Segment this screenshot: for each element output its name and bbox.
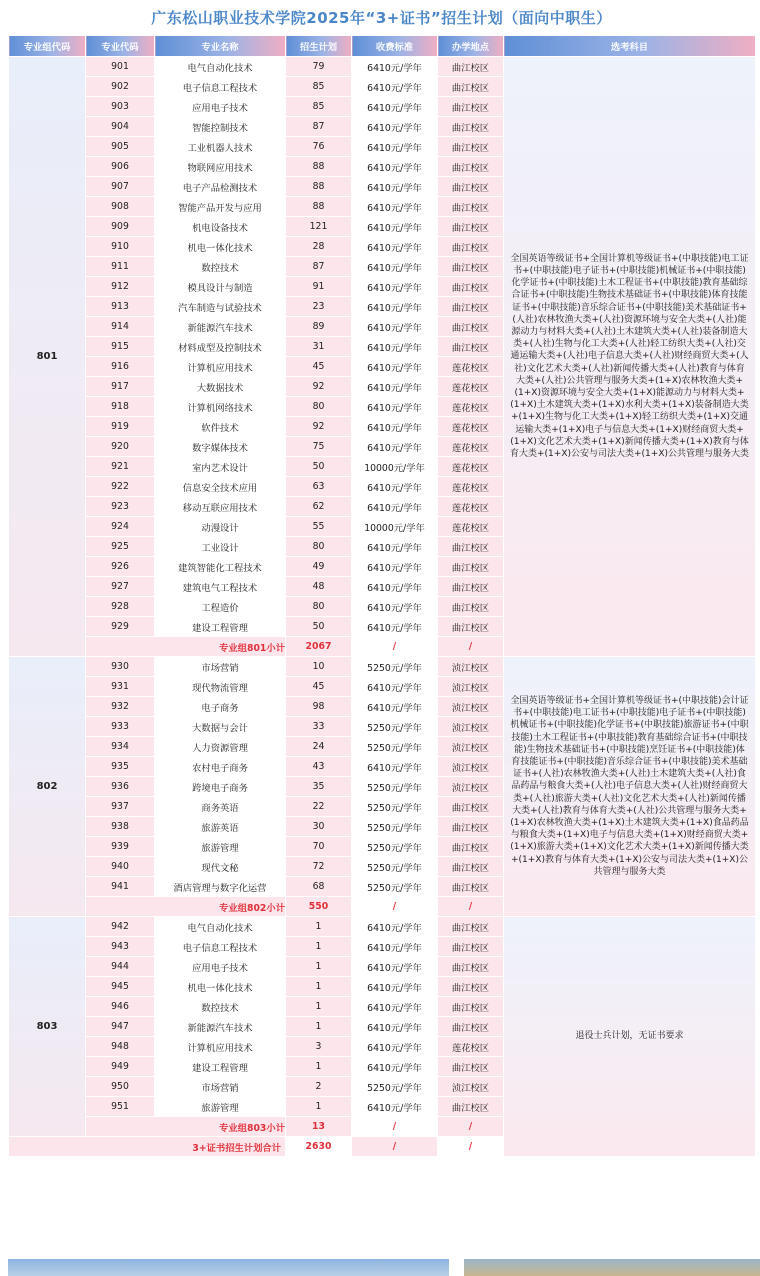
tuition-fee: 10000元/学年 <box>352 517 438 537</box>
plan-count: 1 <box>286 957 352 977</box>
major-code: 919 <box>86 417 155 437</box>
plan-count: 88 <box>286 157 352 177</box>
exam-subjects: 退役士兵计划，无证书要求 <box>504 917 756 1157</box>
campus-location: 曲江校区 <box>438 57 504 77</box>
campus-location: 莲花校区 <box>438 357 504 377</box>
header-fee: 收费标准 <box>352 36 438 57</box>
major-name: 物联网应用技术 <box>155 157 286 177</box>
campus-location: 曲江校区 <box>438 1057 504 1077</box>
tuition-fee: 6410元/学年 <box>352 917 438 937</box>
tuition-fee: 6410元/学年 <box>352 617 438 637</box>
tuition-fee: 6410元/学年 <box>352 977 438 997</box>
subtotal-plan: 550 <box>286 897 352 917</box>
major-code: 927 <box>86 577 155 597</box>
plan-count: 23 <box>286 297 352 317</box>
group-code: 802 <box>9 657 86 917</box>
major-name: 信息安全技术应用 <box>155 477 286 497</box>
major-code: 951 <box>86 1097 155 1117</box>
campus-location: 曲江校区 <box>438 837 504 857</box>
tuition-fee: 6410元/学年 <box>352 257 438 277</box>
campus-location: 浈江校区 <box>438 737 504 757</box>
major-name: 电子商务 <box>155 697 286 717</box>
campus-location: 曲江校区 <box>438 537 504 557</box>
campus-location: 曲江校区 <box>438 197 504 217</box>
plan-count: 55 <box>286 517 352 537</box>
plan-count: 10 <box>286 657 352 677</box>
tuition-fee: 5250元/学年 <box>352 797 438 817</box>
tuition-fee: 6410元/学年 <box>352 237 438 257</box>
plan-count: 75 <box>286 437 352 457</box>
plan-count: 2 <box>286 1077 352 1097</box>
major-code: 909 <box>86 217 155 237</box>
plan-count: 89 <box>286 317 352 337</box>
plan-count: 88 <box>286 177 352 197</box>
major-name: 应用电子技术 <box>155 97 286 117</box>
subtotal-label: 专业组801小计 <box>86 637 286 657</box>
major-code: 930 <box>86 657 155 677</box>
major-name: 电子信息工程技术 <box>155 77 286 97</box>
campus-location: 莲花校区 <box>438 457 504 477</box>
tuition-fee: 6410元/学年 <box>352 277 438 297</box>
tuition-fee: 5250元/学年 <box>352 837 438 857</box>
subtotal-fee: / <box>352 897 438 917</box>
plan-count: 49 <box>286 557 352 577</box>
plan-count: 63 <box>286 477 352 497</box>
major-code: 913 <box>86 297 155 317</box>
plan-count: 33 <box>286 717 352 737</box>
tuition-fee: 6410元/学年 <box>352 1037 438 1057</box>
subtotal-fee: / <box>352 637 438 657</box>
major-name: 现代文秘 <box>155 857 286 877</box>
major-name: 旅游英语 <box>155 817 286 837</box>
campus-location: 曲江校区 <box>438 337 504 357</box>
campus-location: 曲江校区 <box>438 177 504 197</box>
tuition-fee: 5250元/学年 <box>352 717 438 737</box>
tuition-fee: 6410元/学年 <box>352 197 438 217</box>
tuition-fee: 6410元/学年 <box>352 537 438 557</box>
major-name: 商务英语 <box>155 797 286 817</box>
major-code: 905 <box>86 137 155 157</box>
major-code: 901 <box>86 57 155 77</box>
major-name: 建筑电气工程技术 <box>155 577 286 597</box>
campus-location: 莲花校区 <box>438 437 504 457</box>
campus-location: 莲花校区 <box>438 1037 504 1057</box>
tuition-fee: 6410元/学年 <box>352 697 438 717</box>
plan-count: 43 <box>286 757 352 777</box>
campus-location: 浈江校区 <box>438 697 504 717</box>
major-code: 940 <box>86 857 155 877</box>
table-row <box>9 657 756 677</box>
major-name: 工业设计 <box>155 537 286 557</box>
plan-count: 24 <box>286 737 352 757</box>
campus-location: 浈江校区 <box>438 677 504 697</box>
plan-count: 79 <box>286 57 352 77</box>
plan-count: 87 <box>286 257 352 277</box>
tuition-fee: 6410元/学年 <box>352 997 438 1017</box>
major-code: 931 <box>86 677 155 697</box>
subtotal-location: / <box>438 637 504 657</box>
major-name: 动漫设计 <box>155 517 286 537</box>
plan-count: 98 <box>286 697 352 717</box>
campus-location: 浈江校区 <box>438 657 504 677</box>
major-name: 数字媒体技术 <box>155 437 286 457</box>
tuition-fee: 6410元/学年 <box>352 77 438 97</box>
campus-location: 曲江校区 <box>438 977 504 997</box>
plan-count: 68 <box>286 877 352 897</box>
major-name: 旅游管理 <box>155 1097 286 1117</box>
campus-location: 曲江校区 <box>438 137 504 157</box>
tuition-fee: 6410元/学年 <box>352 1017 438 1037</box>
plan-count: 92 <box>286 377 352 397</box>
tuition-fee: 6410元/学年 <box>352 337 438 357</box>
subtotal-location: / <box>438 1117 504 1137</box>
major-name: 移动互联应用技术 <box>155 497 286 517</box>
tuition-fee: 6410元/学年 <box>352 157 438 177</box>
plan-count: 1 <box>286 977 352 997</box>
major-code: 922 <box>86 477 155 497</box>
page <box>8 2 755 1157</box>
plan-count: 87 <box>286 117 352 137</box>
campus-location: 莲花校区 <box>438 497 504 517</box>
tuition-fee: 6410元/学年 <box>352 577 438 597</box>
tuition-fee: 6410元/学年 <box>352 397 438 417</box>
campus-location: 曲江校区 <box>438 117 504 137</box>
major-code: 944 <box>86 957 155 977</box>
major-code: 941 <box>86 877 155 897</box>
tuition-fee: 5250元/学年 <box>352 657 438 677</box>
table-row <box>9 917 756 937</box>
major-name: 电气自动化技术 <box>155 917 286 937</box>
header-plan: 招生计划 <box>286 36 352 57</box>
exam-subjects: 全国英语等级证书+全国计算机等级证书+(中职技能)会计证书+(中职技能)电工证书+(中职技能)电子证书+(中职技能)机械证书+(中职技能)化学证书+(中职技能)旅游证书+(中职技能)土木工程证书+(中职技能)教育基础综合证书+(中职技能)生物技术基础证书+(中职技能)烹饪证书+(中职技能)体育技能证书+(中职技能)音乐综合证书+(中职技能)美术基础证书+(人社)农林牧渔大类+(人社)土木建筑大类+(人社)食品药品与粮食大类+(人社)电子信息大类+(人社)财经商贸大类+(人社)旅游大类+(人社)文化艺术大类+(人社)新闻传播大类+(人社)教育与体育大类+(人社)公共管理与服务大类+(1+X)农林牧渔大类+(1+X)土木建筑大类+(1+X)食品药品与粮食大类+(1+X)电子与信息大类+(1+X)财经商贸大类+(1+X)旅游大类+(1+X)文化艺术大类+(1+X)新闻传播大类+(1+X)教育与体育大类+(1+X)公安与司法大类+(1+X)公共管理与服务大类 <box>504 657 756 917</box>
major-code: 943 <box>86 937 155 957</box>
campus-location: 浈江校区 <box>438 777 504 797</box>
major-name: 建设工程管理 <box>155 617 286 637</box>
tuition-fee: 6410元/学年 <box>352 357 438 377</box>
major-code: 923 <box>86 497 155 517</box>
plan-count: 1 <box>286 937 352 957</box>
group-code: 801 <box>9 57 86 657</box>
major-name: 室内艺术设计 <box>155 457 286 477</box>
major-code: 903 <box>86 97 155 117</box>
campus-location: 曲江校区 <box>438 277 504 297</box>
campus-location: 曲江校区 <box>438 157 504 177</box>
total-plan: 2630 <box>286 1137 352 1157</box>
plan-count: 48 <box>286 577 352 597</box>
major-code: 948 <box>86 1037 155 1057</box>
campus-photo-left <box>8 1259 449 1276</box>
subtotal-plan: 13 <box>286 1117 352 1137</box>
plan-count: 1 <box>286 1097 352 1117</box>
major-name: 市场营销 <box>155 657 286 677</box>
major-name: 计算机应用技术 <box>155 1037 286 1057</box>
subtotal-plan: 2067 <box>286 637 352 657</box>
campus-location: 曲江校区 <box>438 937 504 957</box>
major-code: 928 <box>86 597 155 617</box>
major-code: 916 <box>86 357 155 377</box>
major-code: 906 <box>86 157 155 177</box>
plan-count: 28 <box>286 237 352 257</box>
subtotal-label: 专业组803小计 <box>86 1117 286 1137</box>
campus-location: 浈江校区 <box>438 757 504 777</box>
major-code: 902 <box>86 77 155 97</box>
campus-location: 曲江校区 <box>438 97 504 117</box>
campus-photo-right <box>464 1259 760 1276</box>
major-name: 农村电子商务 <box>155 757 286 777</box>
major-name: 新能源汽车技术 <box>155 1017 286 1037</box>
major-code: 912 <box>86 277 155 297</box>
campus-location: 曲江校区 <box>438 1097 504 1117</box>
tuition-fee: 6410元/学年 <box>352 137 438 157</box>
campus-location: 曲江校区 <box>438 217 504 237</box>
plan-count: 50 <box>286 617 352 637</box>
tuition-fee: 6410元/学年 <box>352 1057 438 1077</box>
major-name: 电子产品检测技术 <box>155 177 286 197</box>
major-code: 935 <box>86 757 155 777</box>
campus-location: 莲花校区 <box>438 517 504 537</box>
tuition-fee: 6410元/学年 <box>352 57 438 77</box>
campus-location: 曲江校区 <box>438 997 504 1017</box>
campus-location: 浈江校区 <box>438 717 504 737</box>
plan-count: 76 <box>286 137 352 157</box>
major-name: 机电设备技术 <box>155 217 286 237</box>
major-code: 939 <box>86 837 155 857</box>
plan-count: 3 <box>286 1037 352 1057</box>
campus-location: 莲花校区 <box>438 417 504 437</box>
campus-location: 莲花校区 <box>438 377 504 397</box>
enrollment-table <box>8 35 756 1157</box>
major-name: 市场营销 <box>155 1077 286 1097</box>
major-code: 918 <box>86 397 155 417</box>
tuition-fee: 5250元/学年 <box>352 737 438 757</box>
tuition-fee: 6410元/学年 <box>352 597 438 617</box>
major-name: 大数据与会计 <box>155 717 286 737</box>
plan-count: 35 <box>286 777 352 797</box>
campus-location: 曲江校区 <box>438 317 504 337</box>
major-code: 937 <box>86 797 155 817</box>
major-name: 数控技术 <box>155 997 286 1017</box>
major-name: 应用电子技术 <box>155 957 286 977</box>
tuition-fee: 6410元/学年 <box>352 317 438 337</box>
tuition-fee: 6410元/学年 <box>352 297 438 317</box>
major-code: 921 <box>86 457 155 477</box>
tuition-fee: 6410元/学年 <box>352 437 438 457</box>
major-code: 932 <box>86 697 155 717</box>
plan-count: 45 <box>286 357 352 377</box>
plan-count: 85 <box>286 97 352 117</box>
subtotal-label: 专业组802小计 <box>86 897 286 917</box>
header-major-code: 专业代码 <box>86 36 155 57</box>
tuition-fee: 10000元/学年 <box>352 457 438 477</box>
major-code: 910 <box>86 237 155 257</box>
exam-subjects: 全国英语等级证书+全国计算机等级证书+(中职技能)电工证书+(中职技能)电子证书+(中职技能)机械证书+(中职技能)化学证书+(中职技能)土木工程证书+(中职技能)教育基础综合证书+(中职技能)生物技术基础证书+(中职技能)体育技能证书+(中职技能)音乐综合证书+(中职技能)美术基础证书+(人社)农林牧渔大类+(人社)资源环境与安全大类+(人社)能源动力与材料大类+(人社)土木建筑大类+(人社)装备制造大类+(人社)生物与化工大类+(人社)轻工纺织大类+(人社)交通运输大类+(人社)电子信息大类+(人社)财经商贸大类+(人社)文化艺术大类+(人社)新闻传播大类+(人社)教育与体育大类+(人社)公共管理与服务大类+(1+X)农林牧渔大类+(1+X)资源环境与安全大类+(1+X)能源动力与材料大类+(1+X)土木建筑大类+(1+X)水利大类+(1+X)装备制造大类+(1+X)生物与化工大类+(1+X)轻工纺织大类+(1+X)交通运输大类+(1+X)电子与信息大类+(1+X)财经商贸大类+(1+X)文化艺术大类+(1+X)新闻传播大类+(1+X)教育与体育大类+(1+X)公安与司法大类+(1+X)公共管理与服务大类 <box>504 57 756 657</box>
major-code: 904 <box>86 117 155 137</box>
tuition-fee: 6410元/学年 <box>352 217 438 237</box>
major-name: 旅游管理 <box>155 837 286 857</box>
major-name: 酒店管理与数字化运营 <box>155 877 286 897</box>
campus-location: 曲江校区 <box>438 857 504 877</box>
major-name: 建筑智能化工程技术 <box>155 557 286 577</box>
major-name: 计算机网络技术 <box>155 397 286 417</box>
tuition-fee: 6410元/学年 <box>352 477 438 497</box>
major-name: 跨境电子商务 <box>155 777 286 797</box>
major-code: 947 <box>86 1017 155 1037</box>
plan-count: 22 <box>286 797 352 817</box>
major-code: 917 <box>86 377 155 397</box>
table-header <box>9 36 756 57</box>
major-code: 924 <box>86 517 155 537</box>
tuition-fee: 6410元/学年 <box>352 957 438 977</box>
plan-count: 45 <box>286 677 352 697</box>
tuition-fee: 6410元/学年 <box>352 177 438 197</box>
header-subjects: 选考科目 <box>504 36 756 57</box>
major-code: 946 <box>86 997 155 1017</box>
major-name: 智能控制技术 <box>155 117 286 137</box>
major-code: 936 <box>86 777 155 797</box>
campus-location: 曲江校区 <box>438 877 504 897</box>
tuition-fee: 6410元/学年 <box>352 417 438 437</box>
major-name: 材料成型及控制技术 <box>155 337 286 357</box>
plan-count: 85 <box>286 77 352 97</box>
campus-location: 曲江校区 <box>438 617 504 637</box>
tuition-fee: 6410元/学年 <box>352 677 438 697</box>
campus-location: 曲江校区 <box>438 577 504 597</box>
plan-count: 1 <box>286 1057 352 1077</box>
total-location: / <box>438 1137 504 1157</box>
major-name: 人力资源管理 <box>155 737 286 757</box>
header-major-name: 专业名称 <box>155 36 286 57</box>
major-name: 大数据技术 <box>155 377 286 397</box>
major-code: 938 <box>86 817 155 837</box>
campus-location: 莲花校区 <box>438 397 504 417</box>
major-code: 914 <box>86 317 155 337</box>
major-name: 软件技术 <box>155 417 286 437</box>
subtotal-fee: / <box>352 1117 438 1137</box>
plan-count: 1 <box>286 997 352 1017</box>
tuition-fee: 5250元/学年 <box>352 1077 438 1097</box>
major-code: 907 <box>86 177 155 197</box>
major-name: 建设工程管理 <box>155 1057 286 1077</box>
major-name: 汽车制造与试验技术 <box>155 297 286 317</box>
plan-count: 62 <box>286 497 352 517</box>
plan-count: 80 <box>286 537 352 557</box>
plan-count: 80 <box>286 597 352 617</box>
major-code: 925 <box>86 537 155 557</box>
major-code: 933 <box>86 717 155 737</box>
campus-location: 曲江校区 <box>438 557 504 577</box>
campus-location: 曲江校区 <box>438 237 504 257</box>
campus-location: 曲江校区 <box>438 917 504 937</box>
tuition-fee: 6410元/学年 <box>352 1097 438 1117</box>
plan-count: 88 <box>286 197 352 217</box>
major-code: 911 <box>86 257 155 277</box>
campus-location: 曲江校区 <box>438 257 504 277</box>
major-name: 新能源汽车技术 <box>155 317 286 337</box>
plan-count: 72 <box>286 857 352 877</box>
major-name: 电子信息工程技术 <box>155 937 286 957</box>
major-code: 949 <box>86 1057 155 1077</box>
table-body <box>9 57 756 1157</box>
group-code: 803 <box>9 917 86 1137</box>
plan-count: 92 <box>286 417 352 437</box>
tuition-fee: 6410元/学年 <box>352 97 438 117</box>
major-name: 模具设计与制造 <box>155 277 286 297</box>
plan-count: 1 <box>286 917 352 937</box>
major-name: 智能产品开发与应用 <box>155 197 286 217</box>
tuition-fee: 5250元/学年 <box>352 877 438 897</box>
tuition-fee: 5250元/学年 <box>352 857 438 877</box>
major-code: 945 <box>86 977 155 997</box>
major-name: 机电一体化技术 <box>155 237 286 257</box>
major-code: 908 <box>86 197 155 217</box>
campus-location: 曲江校区 <box>438 817 504 837</box>
total-label: 3+证书招生计划合计 <box>9 1137 286 1157</box>
major-code: 942 <box>86 917 155 937</box>
tuition-fee: 6410元/学年 <box>352 757 438 777</box>
campus-location: 莲花校区 <box>438 477 504 497</box>
table-row <box>9 57 756 77</box>
major-name: 现代物流管理 <box>155 677 286 697</box>
major-code: 920 <box>86 437 155 457</box>
major-code: 926 <box>86 557 155 577</box>
plan-count: 1 <box>286 1017 352 1037</box>
plan-count: 30 <box>286 817 352 837</box>
tuition-fee: 6410元/学年 <box>352 497 438 517</box>
campus-location: 曲江校区 <box>438 1017 504 1037</box>
campus-location: 曲江校区 <box>438 77 504 97</box>
total-fee: / <box>352 1137 438 1157</box>
major-name: 电气自动化技术 <box>155 57 286 77</box>
tuition-fee: 5250元/学年 <box>352 777 438 797</box>
major-name: 工程造价 <box>155 597 286 617</box>
tuition-fee: 5250元/学年 <box>352 817 438 837</box>
major-code: 929 <box>86 617 155 637</box>
campus-location: 曲江校区 <box>438 297 504 317</box>
tuition-fee: 6410元/学年 <box>352 377 438 397</box>
campus-location: 曲江校区 <box>438 597 504 617</box>
major-name: 数控技术 <box>155 257 286 277</box>
tuition-fee: 6410元/学年 <box>352 117 438 137</box>
header-group-code: 专业组代码 <box>9 36 86 57</box>
major-name: 工业机器人技术 <box>155 137 286 157</box>
page-title: 广东松山职业技术学院2025年“3+证书”招生计划（面向中职生） <box>151 9 612 27</box>
campus-location: 浈江校区 <box>438 1077 504 1097</box>
plan-count: 50 <box>286 457 352 477</box>
major-name: 计算机应用技术 <box>155 357 286 377</box>
tuition-fee: 6410元/学年 <box>352 557 438 577</box>
header-location: 办学地点 <box>438 36 504 57</box>
major-code: 950 <box>86 1077 155 1097</box>
plan-count: 121 <box>286 217 352 237</box>
major-name: 机电一体化技术 <box>155 977 286 997</box>
subtotal-location: / <box>438 897 504 917</box>
major-code: 934 <box>86 737 155 757</box>
campus-location: 曲江校区 <box>438 957 504 977</box>
plan-count: 31 <box>286 337 352 357</box>
campus-location: 曲江校区 <box>438 797 504 817</box>
plan-count: 91 <box>286 277 352 297</box>
plan-count: 80 <box>286 397 352 417</box>
major-code: 915 <box>86 337 155 357</box>
tuition-fee: 6410元/学年 <box>352 937 438 957</box>
plan-count: 70 <box>286 837 352 857</box>
